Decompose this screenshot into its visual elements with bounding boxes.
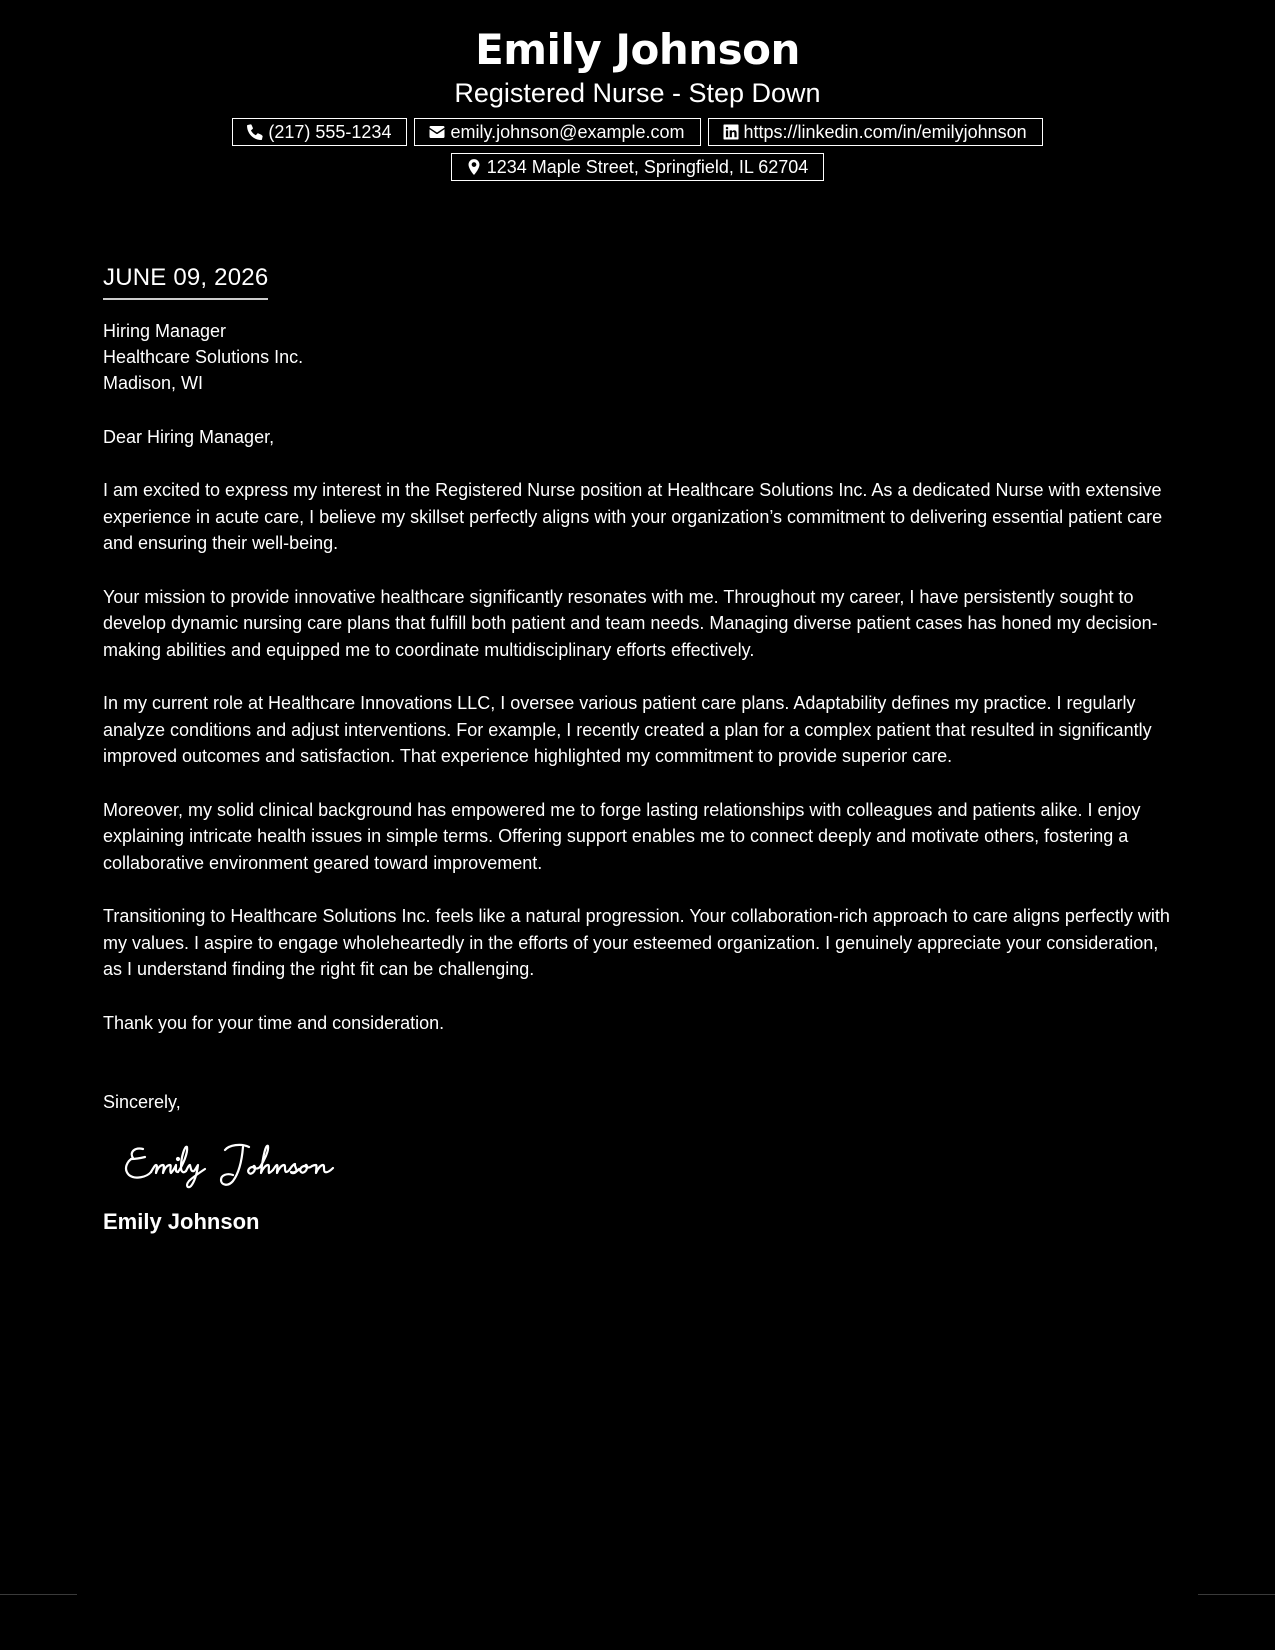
email-text: emily.johnson@example.com bbox=[450, 122, 685, 142]
phone-icon bbox=[246, 123, 264, 141]
email-contact[interactable] bbox=[414, 118, 700, 146]
applicant-name: Emily Johnson bbox=[475, 25, 800, 74]
linkedin-icon bbox=[722, 123, 740, 141]
recipient-line: Healthcare Solutions Inc. bbox=[103, 347, 304, 367]
body-paragraph: In my current role at Healthcare Innovations LLC, I oversee various patient care plans. Adaptability defines my practice. I regularly analyze conditions and adjust interventions. For example, I recently created a plan for a complex patient that resulted in significantly improved outcomes and satisfaction. That experience highlighted my commitment to provide superior care. bbox=[103, 693, 1152, 766]
footer-rule-left bbox=[0, 1594, 77, 1595]
phone-contact[interactable] bbox=[232, 118, 407, 146]
letter-body bbox=[103, 262, 1173, 1237]
linkedin-contact[interactable] bbox=[708, 118, 1043, 146]
body-paragraph: I am excited to express my interest in the Registered Nurse position at Healthcare Solutions Inc. As a dedicated Nurse with extensive experience in acute care, I believe my skillset perfectly aligns with your organization’s commitment to delivering essential patient care and ensuring their well-being. bbox=[103, 480, 1163, 553]
letter-date: JUNE 09, 2026 bbox=[103, 262, 268, 300]
address-row bbox=[0, 153, 1275, 181]
signed-name: Emily Johnson bbox=[103, 1209, 260, 1234]
body-paragraph: Transitioning to Healthcare Solutions Inc. feels like a natural progression. Your collaboration-rich approach to care aligns perfectly with my values. I aspire to engage wholeheartedly in the efforts of your esteemed organization. I genuinely appreciate your consideration, as I understand finding the right fit can be challenging. bbox=[103, 906, 1170, 979]
job-title: Registered Nurse - Step Down bbox=[454, 78, 821, 108]
recipient-line: Madison, WI bbox=[103, 373, 204, 393]
body-paragraph: Your mission to provide innovative healthcare significantly resonates with me. Throughout my career, I have persistently sought to develop dynamic nursing care plans that fulfill both patient and team needs. Managing diverse patient cases has honed my decision-making abilities and equipped me to coordinate multidisciplinary efforts effectively. bbox=[103, 586, 1158, 660]
handwritten-signature bbox=[121, 1135, 1173, 1195]
letter-header bbox=[0, 0, 1275, 181]
footer-rule-right bbox=[1198, 1594, 1275, 1595]
phone-text: (217) 555-1234 bbox=[268, 122, 392, 142]
contact-row bbox=[0, 118, 1275, 146]
signature-image bbox=[121, 1135, 361, 1191]
salutation: Dear Hiring Manager, bbox=[103, 427, 275, 447]
map-pin-icon bbox=[465, 158, 483, 176]
recipient-line: Hiring Manager bbox=[103, 321, 227, 341]
address-text: 1234 Maple Street, Springfield, IL 62704 bbox=[486, 157, 809, 177]
recipient-block bbox=[103, 318, 1173, 396]
body-paragraph: Moreover, my solid clinical background has empowered me to forge lasting relationships with colleagues and patients alike. I enjoy explaining intricate health issues in simple terms. Offering support enables me to connect deeply and motivate others, fostering a collaborative environment geared toward improvement. bbox=[103, 799, 1141, 873]
envelope-icon bbox=[428, 123, 446, 141]
thank-you-line: Thank you for your time and consideration. bbox=[103, 1012, 445, 1033]
linkedin-text: https://linkedin.com/in/emilyjohnson bbox=[743, 122, 1027, 142]
address-contact bbox=[451, 153, 825, 181]
closing: Sincerely, bbox=[103, 1092, 181, 1112]
